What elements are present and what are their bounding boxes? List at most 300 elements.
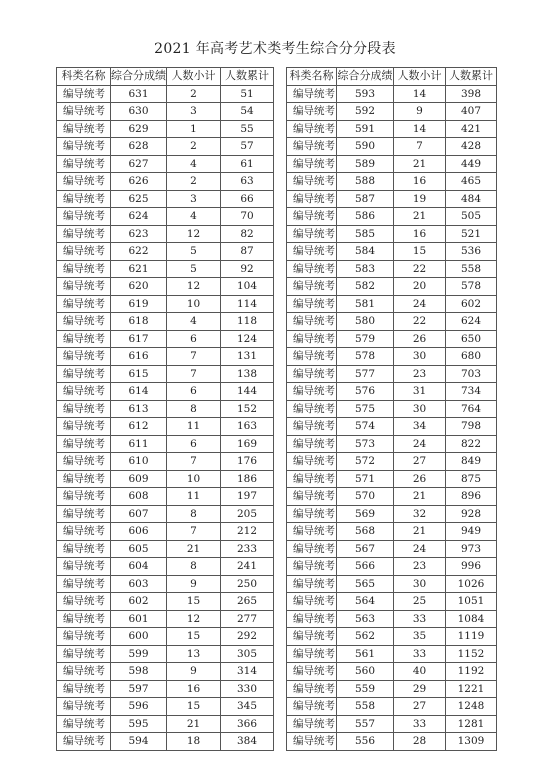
cell-score: 593	[337, 85, 394, 103]
table-row	[287, 190, 497, 208]
cell-subject: 编导统考	[57, 610, 111, 628]
cell-cumulative: 212	[221, 523, 274, 541]
cell-score: 629	[111, 120, 167, 138]
cell-cumulative: 849	[446, 453, 497, 471]
cell-subject: 编导统考	[57, 435, 111, 453]
table-row	[287, 295, 497, 313]
cell-count: 16	[167, 680, 221, 698]
cell-score: 560	[337, 663, 394, 681]
cell-subject: 编导统考	[57, 243, 111, 261]
cell-cumulative: 265	[221, 593, 274, 611]
cell-subject: 编导统考	[57, 120, 111, 138]
cell-count: 12	[167, 225, 221, 243]
table-row	[287, 243, 497, 261]
table-row	[57, 575, 274, 593]
cell-count: 4	[167, 313, 221, 331]
cell-count: 12	[167, 610, 221, 628]
cell-count: 11	[167, 488, 221, 506]
table-row	[287, 365, 497, 383]
cell-cumulative: 398	[446, 85, 497, 103]
cell-score: 620	[111, 278, 167, 296]
header-score: 综合分成绩	[337, 68, 394, 86]
cell-count: 7	[167, 348, 221, 366]
cell-score: 566	[337, 558, 394, 576]
table-row	[57, 383, 274, 401]
cell-score: 575	[337, 400, 394, 418]
cell-count: 22	[394, 260, 446, 278]
cell-cumulative: 277	[221, 610, 274, 628]
cell-cumulative: 163	[221, 418, 274, 436]
cell-score: 556	[337, 733, 394, 751]
cell-count: 7	[167, 453, 221, 471]
cell-subject: 编导统考	[287, 85, 337, 103]
cell-cumulative: 521	[446, 225, 497, 243]
cell-score: 576	[337, 383, 394, 401]
cell-cumulative: 798	[446, 418, 497, 436]
cell-cumulative: 973	[446, 540, 497, 558]
cell-count: 8	[167, 505, 221, 523]
cell-cumulative: 1119	[446, 628, 497, 646]
cell-cumulative: 176	[221, 453, 274, 471]
cell-subject: 编导统考	[57, 575, 111, 593]
table-row	[57, 85, 274, 103]
cell-cumulative: 407	[446, 103, 497, 121]
cell-score: 594	[111, 733, 167, 751]
cell-count: 20	[394, 278, 446, 296]
cell-score: 568	[337, 523, 394, 541]
cell-count: 33	[394, 610, 446, 628]
cell-cumulative: 896	[446, 488, 497, 506]
table-row	[57, 173, 274, 191]
cell-cumulative: 66	[221, 190, 274, 208]
cell-score: 557	[337, 715, 394, 733]
cell-subject: 编导统考	[287, 155, 337, 173]
cell-cumulative: 624	[446, 313, 497, 331]
cell-subject: 编导统考	[287, 225, 337, 243]
cell-cumulative: 330	[221, 680, 274, 698]
cell-score: 608	[111, 488, 167, 506]
cell-cumulative: 124	[221, 330, 274, 348]
cell-score: 622	[111, 243, 167, 261]
cell-count: 21	[394, 208, 446, 226]
table-row	[57, 348, 274, 366]
cell-count: 15	[167, 593, 221, 611]
cell-subject: 编导统考	[57, 488, 111, 506]
cell-cumulative: 734	[446, 383, 497, 401]
cell-cumulative: 87	[221, 243, 274, 261]
cell-cumulative: 421	[446, 120, 497, 138]
cell-count: 16	[394, 173, 446, 191]
table-header-row	[57, 68, 274, 86]
cell-count: 21	[394, 155, 446, 173]
cell-cumulative: 292	[221, 628, 274, 646]
cell-subject: 编导统考	[57, 295, 111, 313]
cell-count: 21	[167, 540, 221, 558]
table-row	[57, 610, 274, 628]
cell-cumulative: 680	[446, 348, 497, 366]
cell-score: 619	[111, 295, 167, 313]
score-table-left	[56, 67, 274, 751]
cell-count: 21	[394, 523, 446, 541]
cell-subject: 编导统考	[57, 453, 111, 471]
cell-cumulative: 1026	[446, 575, 497, 593]
cell-count: 9	[394, 103, 446, 121]
cell-cumulative: 484	[446, 190, 497, 208]
cell-cumulative: 558	[446, 260, 497, 278]
cell-subject: 编导统考	[57, 103, 111, 121]
cell-subject: 编导统考	[287, 488, 337, 506]
header-subject: 科类名称	[57, 68, 111, 86]
table-row	[287, 103, 497, 121]
cell-score: 611	[111, 435, 167, 453]
cell-subject: 编导统考	[287, 505, 337, 523]
cell-count: 33	[394, 715, 446, 733]
cell-subject: 编导统考	[57, 85, 111, 103]
cell-subject: 编导统考	[57, 418, 111, 436]
cell-score: 572	[337, 453, 394, 471]
cell-cumulative: 152	[221, 400, 274, 418]
cell-cumulative: 205	[221, 505, 274, 523]
table-row	[57, 400, 274, 418]
cell-subject: 编导统考	[287, 593, 337, 611]
cell-count: 8	[167, 558, 221, 576]
cell-count: 40	[394, 663, 446, 681]
cell-score: 579	[337, 330, 394, 348]
cell-score: 631	[111, 85, 167, 103]
cell-score: 597	[111, 680, 167, 698]
cell-subject: 编导统考	[287, 295, 337, 313]
cell-score: 580	[337, 313, 394, 331]
cell-cumulative: 233	[221, 540, 274, 558]
table-row	[287, 645, 497, 663]
cell-cumulative: 138	[221, 365, 274, 383]
table-row	[57, 418, 274, 436]
cell-score: 569	[337, 505, 394, 523]
cell-subject: 编导统考	[57, 645, 111, 663]
cell-cumulative: 1281	[446, 715, 497, 733]
cell-subject: 编导统考	[287, 138, 337, 156]
cell-score: 604	[111, 558, 167, 576]
cell-cumulative: 505	[446, 208, 497, 226]
table-row	[57, 733, 274, 751]
score-table-right	[286, 67, 497, 751]
cell-count: 23	[394, 365, 446, 383]
header-score: 综合分成绩	[111, 68, 167, 86]
cell-score: 596	[111, 698, 167, 716]
header-count: 人数小计	[167, 68, 221, 86]
table-row	[57, 453, 274, 471]
cell-subject: 编导统考	[287, 383, 337, 401]
cell-subject: 编导统考	[57, 173, 111, 191]
cell-score: 595	[111, 715, 167, 733]
table-row	[57, 680, 274, 698]
cell-count: 24	[394, 540, 446, 558]
table-row	[287, 85, 497, 103]
cell-score: 630	[111, 103, 167, 121]
cell-subject: 编导统考	[57, 155, 111, 173]
cell-subject: 编导统考	[287, 103, 337, 121]
table-row	[287, 208, 497, 226]
table-row	[57, 540, 274, 558]
table-row	[287, 558, 497, 576]
cell-subject: 编导统考	[287, 523, 337, 541]
cell-subject: 编导统考	[57, 138, 111, 156]
cell-count: 30	[394, 348, 446, 366]
cell-score: 612	[111, 418, 167, 436]
cell-count: 3	[167, 103, 221, 121]
cell-score: 565	[337, 575, 394, 593]
cell-count: 15	[167, 698, 221, 716]
table-row	[57, 155, 274, 173]
cell-subject: 编导统考	[287, 260, 337, 278]
cell-count: 15	[167, 628, 221, 646]
table-row	[287, 715, 497, 733]
cell-cumulative: 536	[446, 243, 497, 261]
cell-subject: 编导统考	[287, 400, 337, 418]
cell-cumulative: 92	[221, 260, 274, 278]
cell-score: 578	[337, 348, 394, 366]
cell-cumulative: 764	[446, 400, 497, 418]
cell-cumulative: 104	[221, 278, 274, 296]
cell-count: 11	[167, 418, 221, 436]
table-row	[287, 698, 497, 716]
cell-count: 18	[167, 733, 221, 751]
table-row	[57, 243, 274, 261]
cell-count: 7	[394, 138, 446, 156]
cell-score: 628	[111, 138, 167, 156]
page-title: 2021 年高考艺术类考生综合分分段表	[154, 41, 396, 57]
cell-subject: 编导统考	[57, 313, 111, 331]
cell-score: 561	[337, 645, 394, 663]
cell-count: 25	[394, 593, 446, 611]
cell-count: 4	[167, 155, 221, 173]
cell-count: 24	[394, 435, 446, 453]
cell-cumulative: 305	[221, 645, 274, 663]
table-row	[57, 225, 274, 243]
table-row	[57, 698, 274, 716]
cell-score: 567	[337, 540, 394, 558]
table-row	[287, 225, 497, 243]
cell-cumulative: 428	[446, 138, 497, 156]
cell-count: 2	[167, 173, 221, 191]
cell-subject: 编导统考	[287, 365, 337, 383]
cell-subject: 编导统考	[287, 348, 337, 366]
table-row	[57, 365, 274, 383]
cell-cumulative: 928	[446, 505, 497, 523]
cell-cumulative: 314	[221, 663, 274, 681]
cell-count: 9	[167, 663, 221, 681]
cell-subject: 编导统考	[287, 470, 337, 488]
cell-score: 605	[111, 540, 167, 558]
cell-cumulative: 384	[221, 733, 274, 751]
table-row	[57, 558, 274, 576]
cell-subject: 编导统考	[287, 190, 337, 208]
cell-cumulative: 345	[221, 698, 274, 716]
cell-count: 10	[167, 295, 221, 313]
cell-score: 589	[337, 155, 394, 173]
cell-count: 23	[394, 558, 446, 576]
cell-subject: 编导统考	[57, 260, 111, 278]
cell-count: 1	[167, 120, 221, 138]
cell-cumulative: 996	[446, 558, 497, 576]
cell-score: 573	[337, 435, 394, 453]
cell-subject: 编导统考	[57, 663, 111, 681]
cell-subject: 编导统考	[287, 733, 337, 751]
table-row	[57, 488, 274, 506]
table-row	[57, 645, 274, 663]
cell-score: 600	[111, 628, 167, 646]
table-row	[57, 138, 274, 156]
table-row	[287, 575, 497, 593]
cell-count: 2	[167, 85, 221, 103]
cell-score: 602	[111, 593, 167, 611]
cell-count: 16	[394, 225, 446, 243]
cell-subject: 编导统考	[57, 190, 111, 208]
cell-subject: 编导统考	[287, 698, 337, 716]
cell-cumulative: 169	[221, 435, 274, 453]
table-row	[57, 470, 274, 488]
cell-count: 8	[167, 400, 221, 418]
cell-subject: 编导统考	[57, 208, 111, 226]
table-row	[287, 523, 497, 541]
cell-subject: 编导统考	[287, 120, 337, 138]
cell-subject: 编导统考	[287, 575, 337, 593]
cell-subject: 编导统考	[287, 645, 337, 663]
cell-cumulative: 949	[446, 523, 497, 541]
table-row	[57, 628, 274, 646]
cell-cumulative: 1309	[446, 733, 497, 751]
cell-count: 24	[394, 295, 446, 313]
cell-subject: 编导统考	[287, 663, 337, 681]
cell-count: 27	[394, 698, 446, 716]
cell-cumulative: 875	[446, 470, 497, 488]
header-cumulative: 人数累计	[221, 68, 274, 86]
cell-cumulative: 250	[221, 575, 274, 593]
cell-count: 10	[167, 470, 221, 488]
cell-score: 607	[111, 505, 167, 523]
table-row	[57, 103, 274, 121]
cell-score: 616	[111, 348, 167, 366]
header-subject: 科类名称	[287, 68, 337, 86]
cell-subject: 编导统考	[57, 330, 111, 348]
cell-count: 14	[394, 120, 446, 138]
cell-subject: 编导统考	[287, 208, 337, 226]
cell-subject: 编导统考	[287, 435, 337, 453]
cell-count: 2	[167, 138, 221, 156]
cell-subject: 编导统考	[57, 225, 111, 243]
cell-count: 9	[167, 575, 221, 593]
cell-count: 22	[394, 313, 446, 331]
cell-subject: 编导统考	[57, 383, 111, 401]
table-row	[287, 330, 497, 348]
cell-subject: 编导统考	[57, 698, 111, 716]
table-row	[287, 383, 497, 401]
cell-subject: 编导统考	[287, 453, 337, 471]
table-row	[57, 663, 274, 681]
cell-cumulative: 197	[221, 488, 274, 506]
cell-score: 627	[111, 155, 167, 173]
cell-score: 588	[337, 173, 394, 191]
cell-subject: 编导统考	[287, 418, 337, 436]
cell-score: 603	[111, 575, 167, 593]
table-row	[57, 593, 274, 611]
cell-subject: 编导统考	[287, 680, 337, 698]
cell-subject: 编导统考	[57, 628, 111, 646]
cell-cumulative: 1084	[446, 610, 497, 628]
header-count: 人数小计	[394, 68, 446, 86]
table-row	[287, 400, 497, 418]
cell-subject: 编导统考	[287, 243, 337, 261]
cell-score: 621	[111, 260, 167, 278]
cell-subject: 编导统考	[57, 400, 111, 418]
cell-cumulative: 703	[446, 365, 497, 383]
cell-score: 623	[111, 225, 167, 243]
cell-subject: 编导统考	[57, 348, 111, 366]
cell-score: 581	[337, 295, 394, 313]
cell-count: 27	[394, 453, 446, 471]
cell-score: 584	[337, 243, 394, 261]
table-row	[287, 173, 497, 191]
cell-count: 7	[167, 523, 221, 541]
table-header-row	[287, 68, 497, 86]
cell-count: 5	[167, 243, 221, 261]
table-row	[57, 523, 274, 541]
cell-score: 613	[111, 400, 167, 418]
cell-score: 571	[337, 470, 394, 488]
cell-count: 21	[167, 715, 221, 733]
cell-score: 587	[337, 190, 394, 208]
cell-score: 601	[111, 610, 167, 628]
cell-score: 563	[337, 610, 394, 628]
cell-count: 19	[394, 190, 446, 208]
cell-subject: 编导统考	[57, 505, 111, 523]
table-row	[287, 138, 497, 156]
cell-count: 35	[394, 628, 446, 646]
cell-subject: 编导统考	[57, 470, 111, 488]
cell-subject: 编导统考	[57, 365, 111, 383]
cell-cumulative: 61	[221, 155, 274, 173]
cell-cumulative: 144	[221, 383, 274, 401]
cell-subject: 编导统考	[287, 330, 337, 348]
cell-count: 4	[167, 208, 221, 226]
cell-cumulative: 186	[221, 470, 274, 488]
cell-count: 6	[167, 330, 221, 348]
cell-cumulative: 114	[221, 295, 274, 313]
table-row	[57, 260, 274, 278]
cell-count: 21	[394, 488, 446, 506]
cell-subject: 编导统考	[287, 173, 337, 191]
cell-cumulative: 63	[221, 173, 274, 191]
cell-count: 26	[394, 470, 446, 488]
cell-cumulative: 1051	[446, 593, 497, 611]
cell-score: 558	[337, 698, 394, 716]
cell-score: 585	[337, 225, 394, 243]
cell-cumulative: 1152	[446, 645, 497, 663]
table-row	[287, 505, 497, 523]
cell-subject: 编导统考	[287, 715, 337, 733]
cell-count: 3	[167, 190, 221, 208]
table-row	[287, 278, 497, 296]
cell-subject: 编导统考	[287, 278, 337, 296]
cell-subject: 编导统考	[57, 558, 111, 576]
table-row	[57, 715, 274, 733]
cell-subject: 编导统考	[287, 610, 337, 628]
cell-count: 6	[167, 435, 221, 453]
table-row	[287, 733, 497, 751]
cell-subject: 编导统考	[287, 628, 337, 646]
cell-score: 586	[337, 208, 394, 226]
cell-cumulative: 241	[221, 558, 274, 576]
